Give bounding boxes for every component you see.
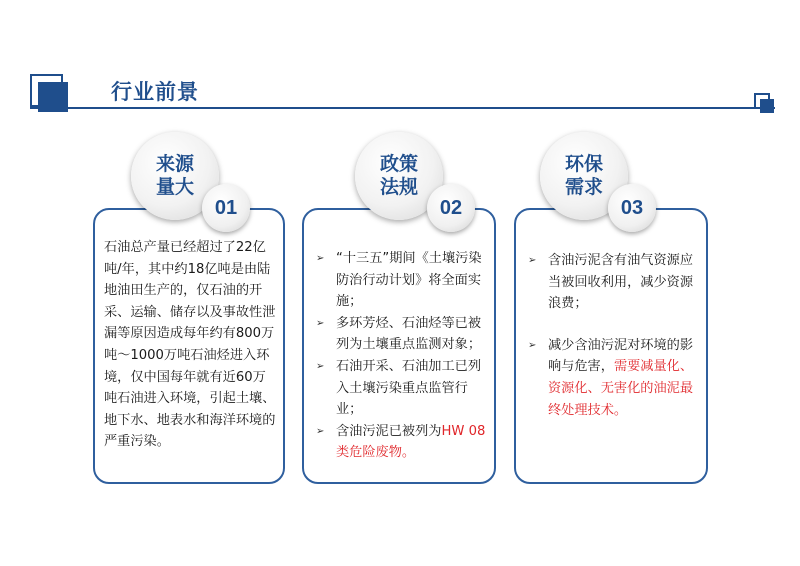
card-1-heading: 来源量大	[155, 153, 194, 198]
right-decoration-block	[760, 99, 774, 113]
arrow-bullet-icon: ➢	[316, 360, 325, 372]
title-underline	[30, 107, 775, 109]
list-item: ➢ “十三五”期间《土壤污染防治行动计划》将全面实施；	[316, 248, 488, 313]
card-2-number-badge: 02	[427, 184, 475, 232]
list-item: ➢ 含油污泥已被列为HW 08 类危险废物。	[316, 421, 488, 464]
list-item: ➢ 多环芳烃、石油烃等已被列为土壤重点监测对象；	[316, 313, 488, 356]
list-item: ➢ 石油开采、石油加工已列入土壤污染重点监管行业；	[316, 356, 488, 421]
card-2-heading: 政策法规	[379, 153, 418, 198]
card-1-paragraph: 石油总产量已经超过了22亿吨/年，其中约18亿吨是由陆地油田生产的，仅石油的开采、运输、储存以及事故性泄漏等原因造成每年约有800万吨～1000万吨石油烃进入环境，仅中国每年就有近60万吨石油进入环境，引起土壤、地下水、地表水和海洋环境的严重污染。	[104, 240, 276, 450]
card-3-bullet-list	[528, 250, 700, 421]
arrow-bullet-icon: ➢	[316, 425, 325, 437]
card-2-bullet-list	[316, 248, 488, 464]
list-item: ➢ 减少含油污泥对环境的影响与危害，需要减量化、资源化、无害化的油泥最终处理技术。	[528, 335, 700, 421]
card-3-heading: 环保需求	[564, 153, 603, 198]
card-1-number-badge: 01	[202, 184, 250, 232]
arrow-bullet-icon: ➢	[316, 317, 325, 329]
arrow-bullet-icon: ➢	[528, 339, 537, 351]
list-item: ➢ 含油污泥含有油气资源应当被回收利用，减少资源浪费；	[528, 250, 700, 315]
card-3-number-badge: 03	[608, 184, 656, 232]
arrow-bullet-icon: ➢	[316, 253, 325, 264]
arrow-bullet-icon: ➢	[528, 255, 537, 266]
page-title: 行业前景	[111, 80, 199, 104]
